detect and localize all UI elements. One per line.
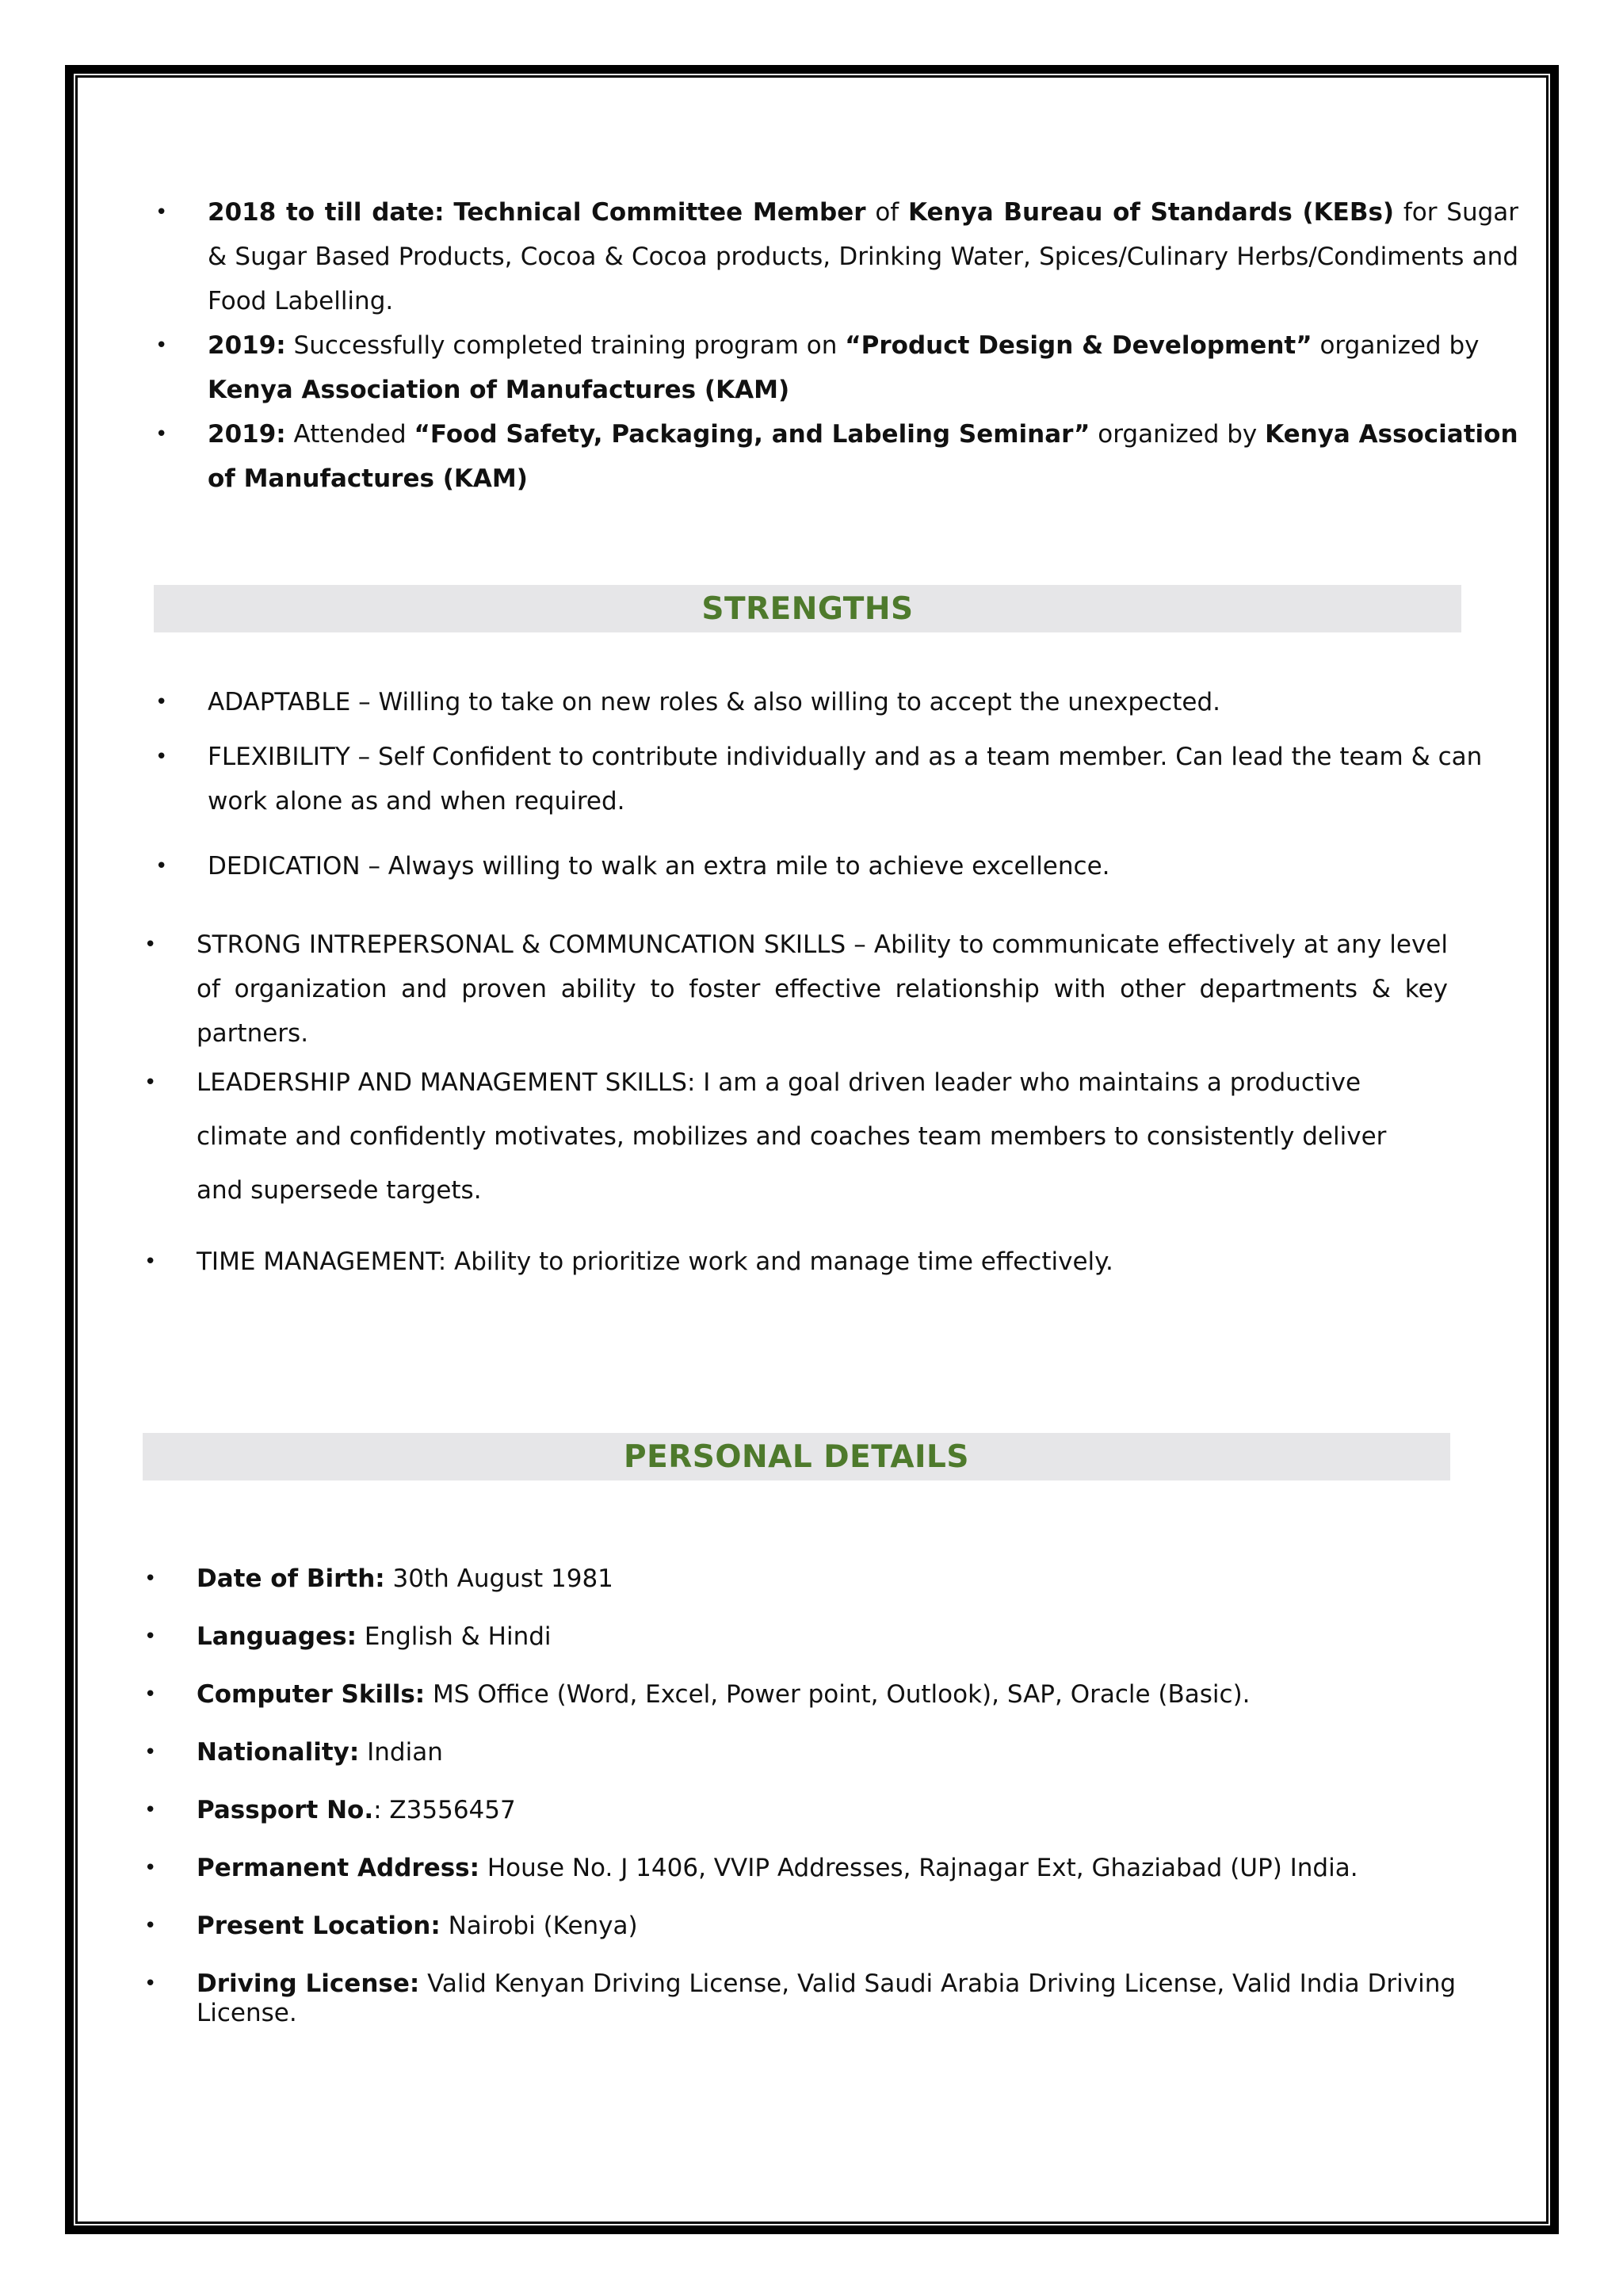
strengths-list-b	[144, 923, 1448, 1284]
bullet: •	[144, 1914, 157, 1938]
bullet: •	[155, 334, 168, 357]
strength-text: ADAPTABLE – Willing to take on new roles & also willing to accept the unexpected.	[208, 688, 1220, 716]
personal-item-permanent-address	[144, 1839, 1491, 1897]
bullet: •	[144, 1856, 157, 1880]
training-mid: organized by	[1319, 331, 1480, 360]
strength-item	[155, 844, 1518, 888]
detail-value: House No. J 1406, VVIP Addresses, Rajnagar Ext, Ghaziabad (UP) India.	[479, 1854, 1358, 1882]
detail-value: Indian	[359, 1738, 443, 1767]
personal-item-driving-license	[144, 1955, 1491, 2028]
strength-item	[155, 735, 1518, 823]
personal-details-heading: PERSONAL DETAILS	[624, 1438, 969, 1475]
training-year: 2019:	[208, 420, 286, 449]
training-pre: Attended	[293, 420, 407, 449]
training-item	[155, 412, 1518, 501]
detail-value: English & Hindi	[356, 1622, 552, 1651]
bullet: •	[144, 1740, 157, 1764]
personal-item-nationality	[144, 1724, 1491, 1782]
detail-label: Nationality:	[197, 1738, 360, 1767]
strength-text: DEDICATION – Always willing to walk an extra mile to achieve excellence.	[208, 852, 1110, 881]
training-year: 2019:	[208, 331, 286, 360]
personal-details-header	[143, 1433, 1450, 1480]
personal-item-dob	[144, 1550, 1491, 1608]
bullet: •	[144, 1972, 157, 1996]
training-mid: organized by	[1098, 420, 1258, 449]
bullet: •	[144, 1567, 157, 1591]
personal-item-passport	[144, 1782, 1491, 1839]
detail-label: Present Location:	[197, 1912, 441, 1940]
training-title: “Product Design & Development”	[845, 331, 1312, 360]
training-org: Kenya Association of Manufactures (KAM)	[208, 376, 790, 404]
training-role: Technical Committee Member	[453, 198, 866, 227]
bullet: •	[144, 933, 157, 957]
training-rest: for Sugar & Sugar Based Products, Cocoa & Cocoa products, Drinking Water, Spices/Culinary Herbs/Condiments and Food Labelling.	[208, 198, 1519, 315]
detail-value: 30th August 1981	[384, 1564, 613, 1593]
strength-text: STRONG INTREPERSONAL & COMMUNCATION SKILLS – Ability to communicate effectively at any level of organization and proven ability to foster effective relationship with other departments & key partners.	[197, 930, 1448, 1048]
detail-label: Passport No.	[197, 1796, 374, 1824]
bullet: •	[144, 1625, 157, 1648]
detail-label: Languages:	[197, 1622, 357, 1651]
strength-item	[144, 923, 1448, 1056]
training-item	[155, 190, 1518, 323]
training-org: Kenya Bureau of Standards (KEBs)	[908, 198, 1395, 227]
detail-value: Valid Kenyan Driving License, Valid Saudi Arabia Driving License, Valid India Driving License.	[197, 1969, 1457, 2027]
strength-text: FLEXIBILITY – Self Confident to contribute individually and as a team member. Can lead the team & can work alone as and when required.	[208, 743, 1483, 816]
bullet: •	[155, 690, 168, 714]
strength-text: TIME MANAGEMENT: Ability to prioritize work and manage time effectively.	[197, 1247, 1113, 1276]
training-title: “Food Safety, Packaging, and Labeling Seminar”	[414, 420, 1090, 449]
detail-label: Date of Birth:	[197, 1564, 385, 1593]
strength-item	[155, 680, 1518, 724]
detail-label: Computer Skills:	[197, 1680, 426, 1709]
bullet: •	[155, 745, 168, 769]
training-item	[155, 323, 1518, 412]
personal-item-languages	[144, 1608, 1491, 1666]
bullet: •	[144, 1683, 157, 1706]
personal-item-computer-skills	[144, 1666, 1491, 1724]
bullet: •	[155, 854, 168, 878]
bullet: •	[155, 422, 168, 446]
detail-value: MS Office (Word, Excel, Power point, Outlook), SAP, Oracle (Basic).	[425, 1680, 1251, 1709]
detail-label: Driving License:	[197, 1969, 420, 1998]
bullet: •	[144, 1798, 157, 1822]
training-list	[155, 190, 1518, 501]
strength-item	[144, 1056, 1409, 1217]
detail-value: : Z3556457	[373, 1796, 516, 1824]
strength-text: LEADERSHIP AND MANAGEMENT SKILLS: I am a goal driven leader who maintains a productive climate and confidently motivates, mobilizes and coaches team members to consistently deliver and supersede targets.	[197, 1068, 1387, 1205]
training-org: Kenya Association of Manufactures (KAM)	[208, 420, 1518, 493]
bullet: •	[155, 201, 168, 224]
strength-item	[144, 1240, 1448, 1284]
strengths-heading: STRENGTHS	[701, 590, 914, 627]
bullet: •	[144, 1250, 157, 1274]
strengths-header	[154, 585, 1461, 632]
bullet: •	[144, 1071, 157, 1095]
training-year: 2018 to till date:	[208, 198, 445, 227]
training-pre: Successfully completed training program on	[293, 331, 838, 360]
detail-value: Nairobi (Kenya)	[440, 1912, 638, 1940]
training-of: of	[875, 198, 899, 227]
detail-label: Permanent Address:	[197, 1854, 480, 1882]
strengths-list-a	[155, 680, 1518, 888]
personal-item-present-location	[144, 1897, 1491, 1955]
personal-details-list	[144, 1550, 1491, 2028]
